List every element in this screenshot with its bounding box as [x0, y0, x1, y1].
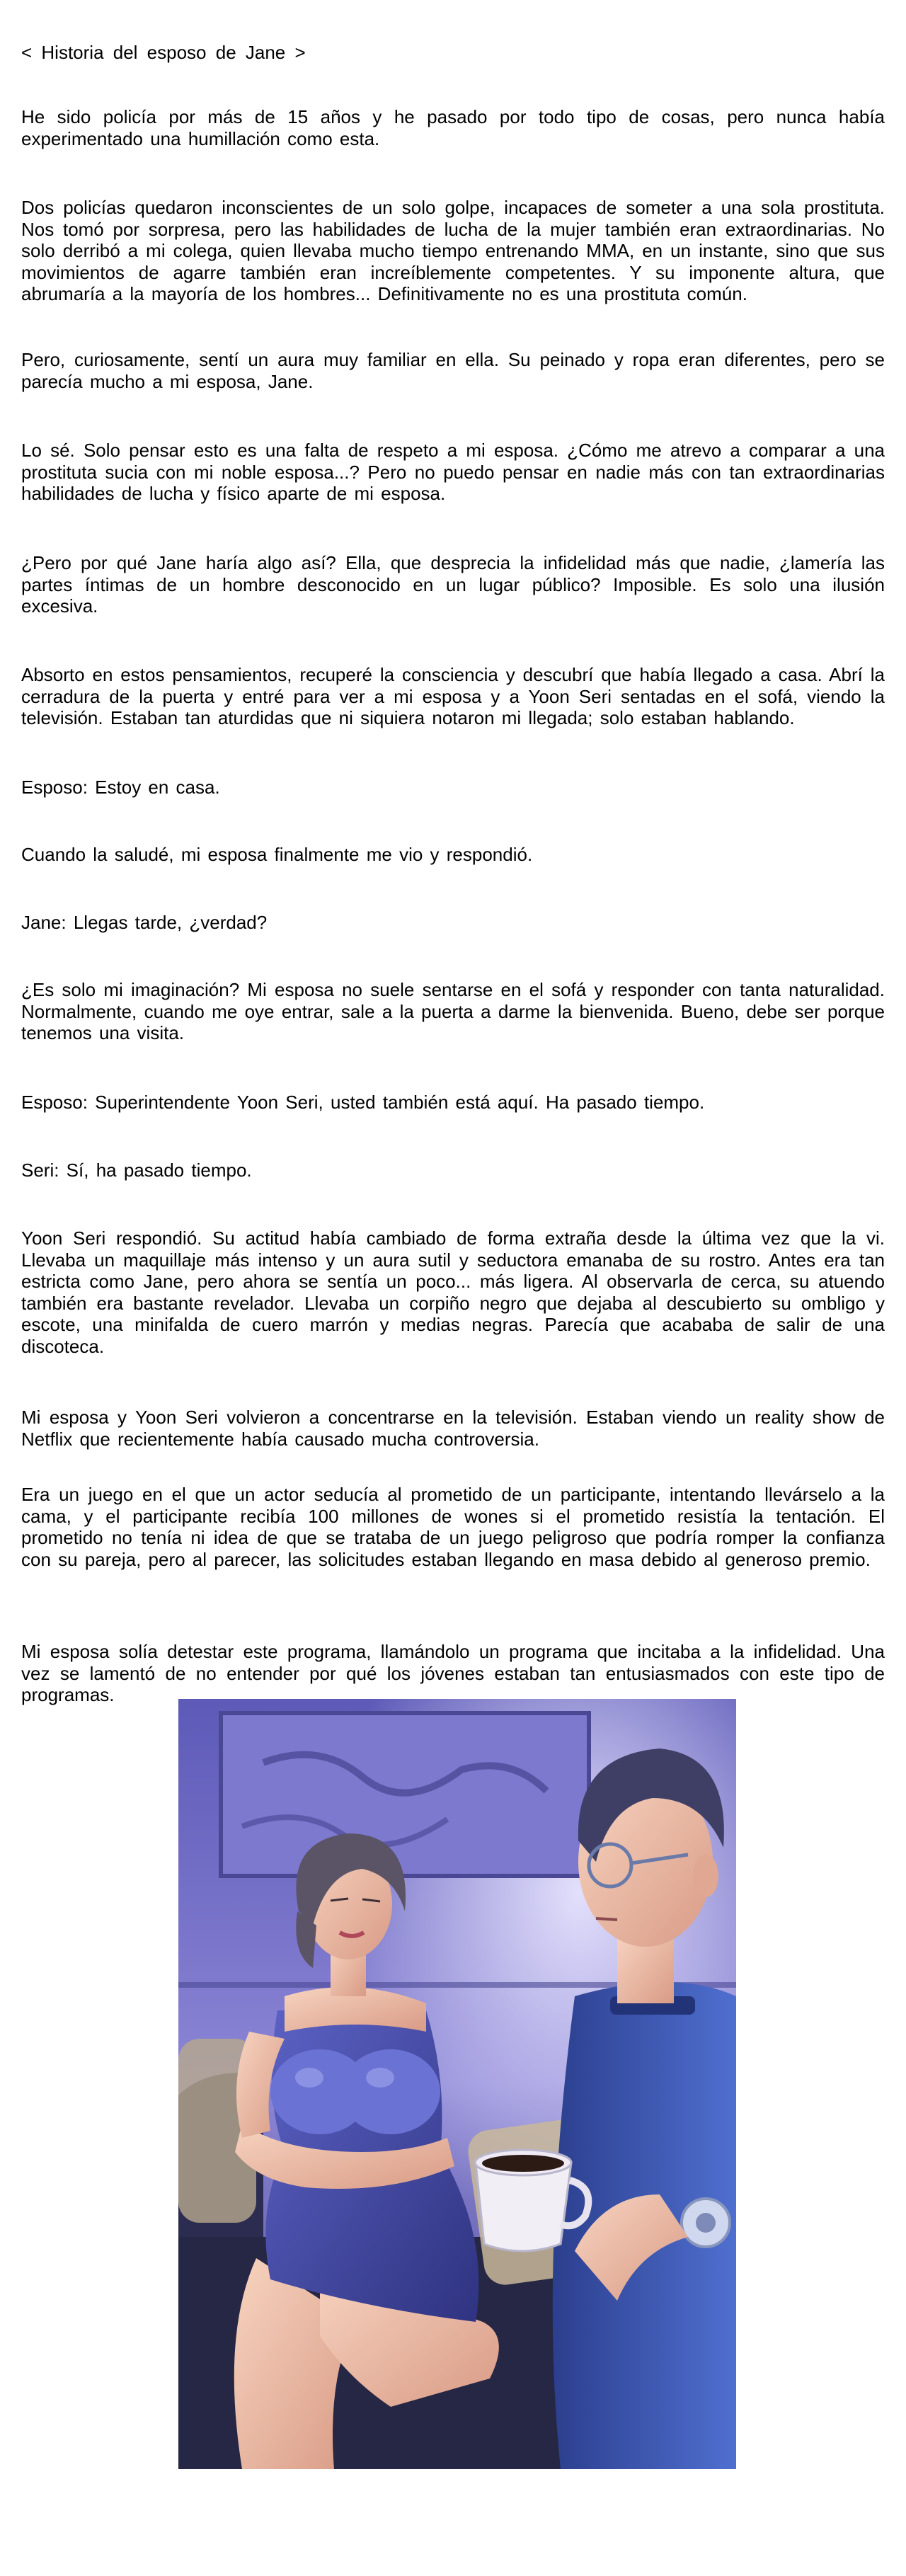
paragraph-11: Esposo: Superintendente Yoon Seri, usted también está aquí. Ha pasado tiempo. — [21, 1092, 705, 1113]
paragraph-8: Cuando la saludé, mi esposa finalmente me vio y respondió. — [21, 844, 533, 865]
paragraph-2: Dos policías quedaron inconscientes de un solo golpe, incapaces de someter a una sola prostituta. Nos tomó por sorpresa, pero las habilidades de lucha de la mujer también eran extraordinarias. No solo derribó a mi colega, quien llevaba mucho tiempo entrenando MMA, en un instante, sino que sus movimientos de agarre también eran increíblemente competentes. Y su imponente altura, que abrumaría a la mayoría de los hombres... Definitivamente no es una prostituta común. — [21, 197, 885, 304]
paragraph-16: Mi esposa solía detestar este programa, llamándolo un programa que incitaba a la infidelidad. Una vez se lamentó de no entender por qué los jóvenes estaban tan entusiasmados con este tipo de programas. — [21, 1641, 885, 1705]
paragraph-14: Mi esposa y Yoon Seri volvieron a concentrarse en la televisión. Estaban viendo un reality show de Netflix que recientemente había causado mucha controversia. — [21, 1407, 885, 1450]
paragraph-7: Esposo: Estoy en casa. — [21, 777, 220, 798]
paragraph-3: Pero, curiosamente, sentí un aura muy familiar en ella. Su peinado y ropa eran diferentes, pero se parecía mucho a mi esposa, Jane. — [21, 349, 885, 392]
paragraph-9: Jane: Llegas tarde, ¿verdad? — [21, 912, 268, 933]
paragraph-4: Lo sé. Solo pensar esto es una falta de respeto a mi esposa. ¿Cómo me atrevo a comparar a una prostituta sucia con mi noble esposa...? Pero no puedo pensar en nadie más con tan extraordinarias habilidades de lucha y físico aparte de mi esposa. — [21, 440, 885, 504]
chapter-title: < Historia del esposo de Jane > — [21, 42, 306, 63]
paragraph-13: Yoon Seri respondió. Su actitud había cambiado de forma extraña desde la última vez que la vi. Llevaba un maquillaje más intenso y un aura sutil y seductora emanaba de su rostro. Antes era tan estricta como Jane, pero ahora se sentía un poco... más ligera. Al observarla de cerca, su atuendo también era bastante revelador. Llevaba un corpiño negro que dejaba al descubierto su ombligo y escote, una minifalda de cuero marrón y medias negras. Parecía que acababa de salir de una discoteca. — [21, 1227, 885, 1357]
paragraph-15: Era un juego en el que un actor seducía al prometido de un participante, intentando llevárselo a la cama, y el participante recibía 100 millones de wones si el prometido resistía la tentación. El prometido no tenía ni idea de que se trataba de un juego peligroso que podría romper la confianza con su pareja, pero al parecer, las solicitudes estaban llegando en masa debido al generoso premio. — [21, 1484, 885, 1570]
paragraph-6: Absorto en estos pensamientos, recuperé la consciencia y descubrí que había llegado a casa. Abrí la cerradura de la puerta y entré para ver a mi esposa y a Yoon Seri sentadas en el sofá, viendo la televisión. Estaban tan aturdidas que ni siquiera notaron mi llegada; solo estaban hablando. — [21, 664, 885, 728]
paragraph-5: ¿Pero por qué Jane haría algo así? Ella, que desprecia la infidelidad más que nadie, ¿lamería las partes íntimas de un hombre desconocido en un lugar público? Imposible. Es solo una ilusión excesiva. — [21, 552, 885, 617]
paragraph-10: ¿Es solo mi imaginación? Mi esposa no suele sentarse en el sofá y responder con tanta naturalidad. Normalmente, cuando me oye entrar, sale a la puerta a darme la bienvenida. Bueno, debe ser porque tenemos una visita. — [21, 979, 885, 1043]
paragraph-12: Seri: Sí, ha pasado tiempo. — [21, 1160, 252, 1181]
paragraph-1: He sido policía por más de 15 años y he pasado por todo tipo de cosas, pero nunca había experimentado una humillación como esta. — [21, 106, 885, 149]
story-illustration — [178, 1699, 736, 2469]
officer-figure — [553, 1748, 736, 2469]
